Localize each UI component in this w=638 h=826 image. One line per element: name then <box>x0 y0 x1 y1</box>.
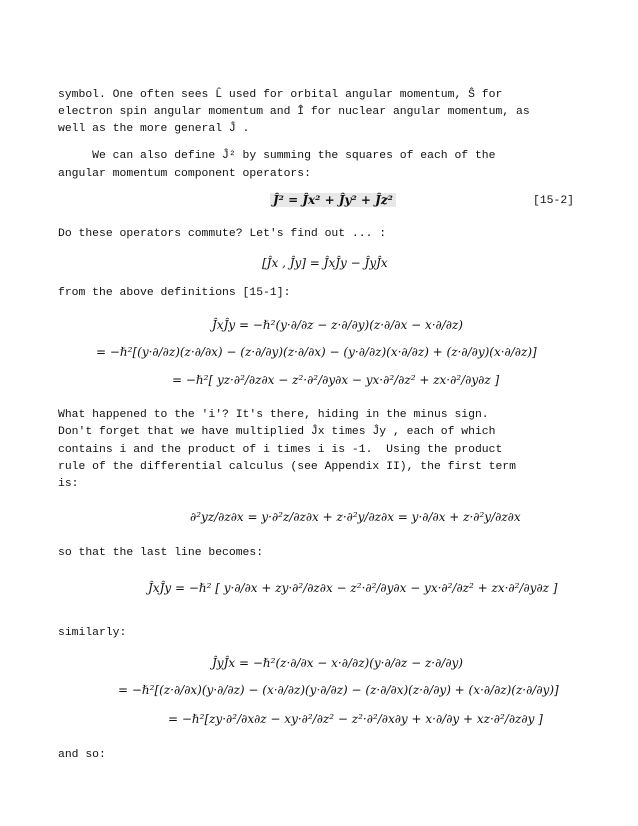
paragraph-line: so that the last line becomes: <box>58 547 264 559</box>
paragraph-line: contains i and the product of i times i is -1. Using the product <box>58 444 503 456</box>
paragraph-line: Do these operators commute? Let's find out ... : <box>58 228 387 240</box>
equation-jxjy-line3: = −ℏ²[ yz·∂²/∂z∂x − z²·∂²/∂y∂x − yx·∂²/∂z² + zx·∂²/∂y∂z ] <box>172 373 500 387</box>
equation-j-squared: Ĵ² = Ĵx² + Ĵy² + Ĵz² <box>270 193 396 207</box>
equation-number: [15-2] <box>532 195 574 207</box>
equation-product-rule: ∂²yz/∂z∂x = y·∂²z/∂z∂x + z·∂²y/∂z∂x = y·∂/∂x + z·∂²y/∂z∂x <box>190 510 521 524</box>
equation-jyjx-line1: ĴyĴx = −ℏ²(z·∂/∂x − x·∂/∂z)(y·∂/∂z − z·∂/∂y) <box>212 656 463 670</box>
paragraph-line: rule of the differential calculus (see Appendix II), the first term <box>58 461 516 473</box>
paragraph-line: symbol. One often sees L̂ used for orbital angular momentum, Ŝ for <box>58 89 503 101</box>
paragraph-line: and so: <box>58 749 106 761</box>
paragraph-line: We can also define Ĵ² by summing the squares of each of the <box>58 150 496 162</box>
paragraph-line: is: <box>58 478 79 490</box>
equation-jxjy-line2: = −ℏ²[(y·∂/∂z)(z·∂/∂x) − (z·∂/∂y)(z·∂/∂x) − (y·∂/∂z)(x·∂/∂z) + (z·∂/∂y)(x·∂/∂z)] <box>96 345 537 359</box>
paragraph-line: similarly: <box>58 627 127 639</box>
equation-jyjx-line2: = −ℏ²[(z·∂/∂x)(y·∂/∂z) − (x·∂/∂z)(y·∂/∂z) − (z·∂/∂x)(z·∂/∂y) + (x·∂/∂z)(z·∂/∂y)] <box>118 683 559 697</box>
paragraph-line: from the above definitions [15-1]: <box>58 287 291 299</box>
equation-jxjy-line1: ĴxĴy = −ℏ²(y·∂/∂z − z·∂/∂y)(z·∂/∂x − x·∂/∂z) <box>212 318 463 332</box>
equation-jxjy-final: ĴxĴy = −ℏ² [ y·∂/∂x + zy·∂²/∂z∂x − z²·∂²/∂y∂x − yx·∂²/∂z² + zx·∂²/∂y∂z ] <box>148 581 558 595</box>
paragraph-line: electron spin angular momentum and Î for nuclear angular momentum, as <box>58 106 530 118</box>
paragraph-line: Don't forget that we have multiplied Ĵx times Ĵy , each of which <box>58 426 496 438</box>
equation-commutator: [Ĵx , Ĵy] = ĴxĴy − ĴyĴx <box>262 256 388 270</box>
paragraph-line: angular momentum component operators: <box>58 168 311 180</box>
equation-jyjx-line3: = −ℏ²[zy·∂²/∂x∂z − xy·∂²/∂z² − z²·∂²/∂x∂y + x·∂/∂y + xz·∂²/∂z∂y ] <box>168 712 543 726</box>
paragraph-line: well as the more general Ĵ . <box>58 123 250 135</box>
paragraph-line: What happened to the 'i'? It's there, hiding in the minus sign. <box>58 409 489 421</box>
